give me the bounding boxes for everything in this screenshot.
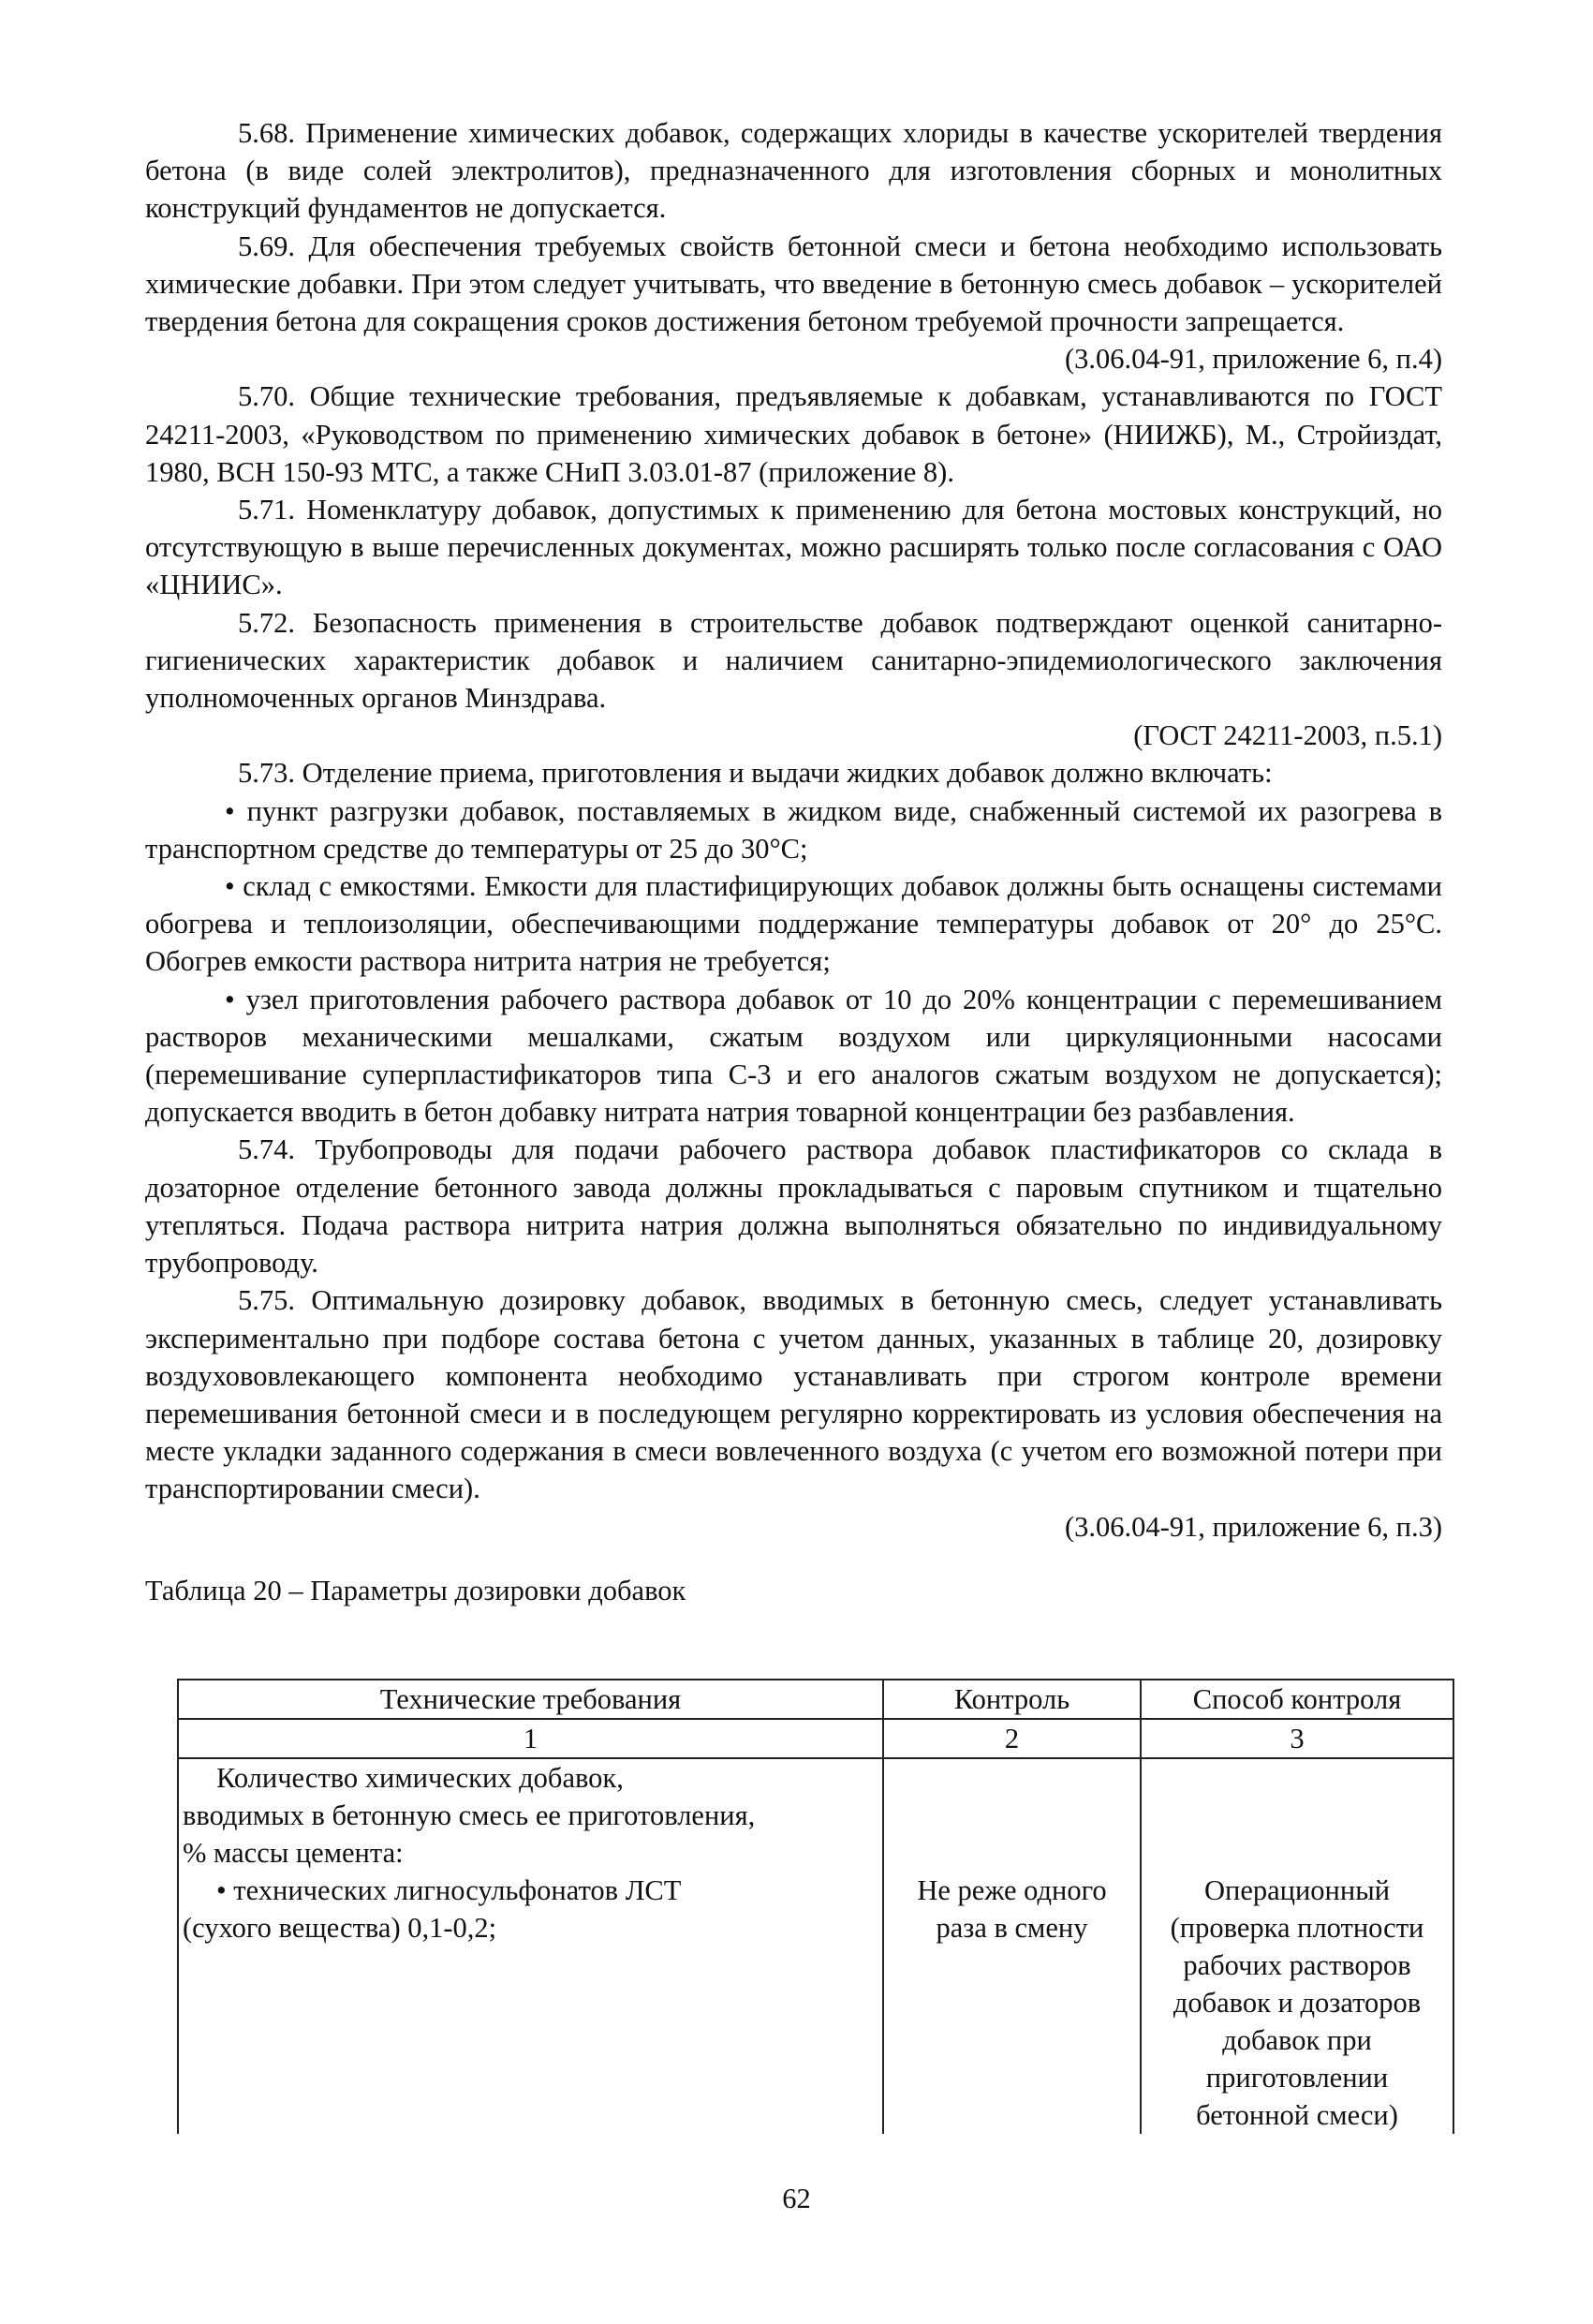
table-row — [178, 1758, 1453, 2134]
bullet-item: • склад с емкостями. Емкости для пластифицирующих добавок должны быть оснащены системами обогрева и теплоизоляции, обеспечивающими поддержание температуры добавок от 20° до 25°С. Обогрев емкости раствора нитрита натрия не требуется; — [145, 870, 1442, 978]
table-header-cell: Способ контроля — [1141, 1680, 1453, 1719]
paragraph-5-72: 5.72. Безопасность применения в строительстве добавок подтверждают оценкой санитарно-гигиенических характеристик добавок и наличием санитарно-эпидемиологического заключения уполномоченных органов Минздрава. — [145, 606, 1442, 715]
cell-text-line: добавок и дозаторов — [1173, 1987, 1422, 2019]
cell-text-line: добавок при — [1222, 2024, 1372, 2056]
dosage-table — [177, 1679, 1454, 2134]
table-number-row — [178, 1719, 1453, 1758]
requirements-cell — [178, 1758, 883, 2134]
paragraph-5-73: 5.73. Отделение приема, приготовления и выдачи жидких добавок должно включать: — [238, 757, 1273, 790]
cell-text-line: (сухого вещества) 0,1-0,2; — [183, 1912, 497, 1944]
cell-text-line: • технических лигносульфонатов ЛСТ — [216, 1874, 682, 1906]
cell-text-line: раза в смену — [936, 1912, 1088, 1944]
reference-5-69: (3.06.04-91, приложение 6, п.4) — [1064, 343, 1442, 376]
bullet-item: • узел приготовления рабочего раствора добавок от 10 до 20% концентрации с перемешиванием растворов механическими мешалками, сжатым воздухом или циркуляционными насосами (перемешивание суперпластификаторов типа С-3 и его аналогов сжатым воздухом не допускается); допускается вводить в бетон добавку нитрата натрия товарной концентрации без разбавления. — [145, 983, 1442, 1129]
paragraph-5-75: 5.75. Оптимальную дозировку добавок, вводимых в бетонную смесь, следует устанавливать экспериментально при подборе состава бетона с учетом данных, указанных в таблице 20, дозировку воздухововлекающего компонента необходимо устанавливать при строгом контроле времени перемешивания бетонной смеси и в последующем регулярно корректировать из условия обеспечения на месте укладки заданного содержания в смеси вовлеченного воздуха (с учетом его возможной потери при транспортировании смеси). — [145, 1284, 1442, 1505]
method-cell — [1141, 1758, 1453, 2134]
table-column-number: 2 — [883, 1719, 1141, 1758]
cell-text-line: бетонной смеси) — [1196, 2099, 1398, 2131]
document-body — [145, 114, 1442, 2131]
bullet-item: • пункт разгрузки добавок, поставляемых в жидком виде, снабженный системой их разогрева в транспортном средстве до температуры от 25 до 30°С; — [145, 794, 1442, 865]
reference-5-75: (3.06.04-91, приложение 6, п.3) — [1064, 1510, 1442, 1543]
cell-text-line: (проверка плотности — [1170, 1912, 1424, 1944]
paragraph-5-69: 5.69. Для обеспечения требуемых свойств бетонной смеси и бетона необходимо использовать химические добавки. При этом следует учитывать, что введение в бетонную смесь добавок – ускорителей твердения бетона для сокращения сроков достижения бетоном требуемой прочности запрещается. — [145, 229, 1442, 338]
cell-text-line: вводимых в бетонную смесь ее приготовления, — [183, 1799, 756, 1831]
cell-text-line: Операционный — [1203, 1874, 1391, 1906]
cell-text-line: рабочих растворов — [1183, 1949, 1411, 1981]
cell-text-line: Не реже одного — [917, 1874, 1107, 1906]
reference-5-72: (ГОСТ 24211-2003, п.5.1) — [1133, 719, 1442, 752]
table-header-cell: Контроль — [883, 1680, 1141, 1719]
paragraph-5-68: 5.68. Применение химических добавок, содержащих хлориды в качестве ускорителей твердения бетона (в виде солей электролитов), предназначенного для изготовления сборных и монолитных конструкций фундаментов не допускается. — [145, 117, 1442, 225]
control-cell — [883, 1758, 1141, 2134]
paragraph-5-71: 5.71. Номенклатуру добавок, допустимых к применению для бетона мостовых конструкций, но отсутствующую в выше перечисленных документах, можно расширять только после согласования с ОАО «ЦНИИС». — [145, 494, 1442, 601]
cell-text-line: Количество химических добавок, — [216, 1762, 624, 1794]
cell-text-line: приготовлении — [1205, 2062, 1389, 2094]
table-header-cell: Технические требования — [178, 1680, 883, 1719]
table-header-row — [178, 1680, 1453, 1719]
table-column-number: 3 — [1141, 1719, 1453, 1758]
table-caption: Таблица 20 – Параметры дозировки добавок — [145, 1574, 686, 1606]
paragraph-5-74: 5.74. Трубопроводы для подачи рабочего раствора добавок пластификаторов со склада в дозаторное отделение бетонного завода должны прокладываться с паровым спутником и тщательно утепляться. Подача раствора нитрита натрия должна выполняться обязательно по индивидуальному трубопроводу. — [145, 1133, 1442, 1280]
cell-text-line: % массы цемента: — [183, 1837, 404, 1869]
paragraph-5-70: 5.70. Общие технические требования, предъявляемые к добавкам, устанавливаются по ГОСТ 24211-2003, «Руководством по применению химических добавок в бетоне» (НИИЖБ), М., Стройиздат, 1980, ВСН 150-93 МТС, а также СНиП 3.03.01-87 (приложение 8). — [145, 380, 1442, 488]
table-column-number: 1 — [178, 1719, 883, 1758]
page-number: 62 — [782, 2183, 811, 2214]
